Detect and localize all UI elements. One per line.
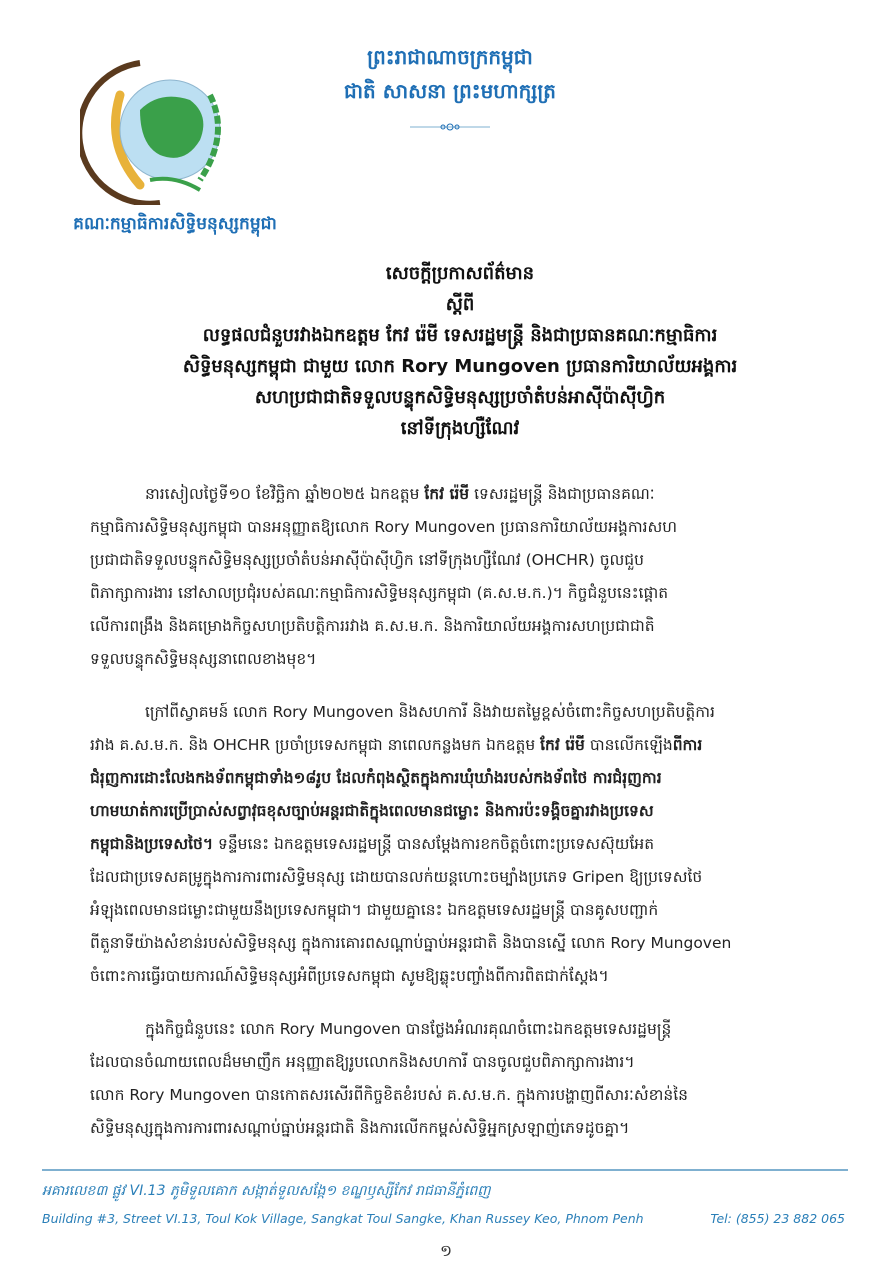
kingdom-motto (300, 40, 600, 108)
document-title (90, 258, 830, 444)
text-segment: ដែលបានចំណាយពេលដ៏មមាញឹក អនុញ្ញាតឱ្យរូបលោកនិងសហការី បានចូលជួបពិភាក្សាការងារ។ (90, 1053, 635, 1071)
text-segment: ទទួលបន្ទុកសិទ្ធិមនុស្សនាពេលខាងមុខ។ (90, 650, 317, 668)
bold-text: ជំរុញការដោះលែងកងទ័ពកម្ពុជាទាំង១៨រូប ដែលកំពុងស្ថិតក្នុងការឃុំឃាំងរបស់កងទ័ពថៃ ការជំរុញការ (90, 769, 662, 787)
text-segment: កម្មាធិការសិទ្ធិមនុស្សកម្ពុជា បានអនុញ្ញាតឱ្យលោក Rory Mungoven ប្រធានការិយាល័យអង្គការសហ (90, 518, 678, 536)
bold-text: កម្ពុជានិងប្រទេសថៃ។ (90, 835, 214, 853)
title-line: សហប្រជាជាតិទទួលបន្ទុកសិទ្ធិមនុស្សប្រចាំតំបន់អាស៊ីប៉ាស៊ីហ្វិក (254, 387, 666, 408)
text-segment: ក្នុងកិច្ចជំនួបនេះ លោក Rory Mungoven បានថ្លែងអំណរគុណចំពោះឯកឧត្តមទេសរដ្ឋមន្ត្រី (145, 1020, 672, 1038)
paragraph-line (90, 927, 846, 960)
text-segment: លើការពង្រឹង និងគម្រោងកិច្ចសហប្រតិបត្តិការរវាង គ.ស.ម.ក. និងការិយាល័យអង្គការសហប្រជាជាតិ (90, 617, 655, 635)
text-segment: ពីតួនាទីយ៉ាងសំខាន់របស់សិទ្ធិមនុស្ស ក្នុងការគោរពសណ្តាប់ធ្នាប់អន្តរជាតិ និងបានស្នើ លោក Rory Mungoven (90, 934, 732, 952)
paragraph-line (90, 729, 846, 762)
paragraph-line (90, 894, 846, 927)
bold-text: កែវ រ៉េមី (424, 485, 470, 503)
organization-logo (80, 55, 250, 205)
text-segment: ក្រៅពីស្វាគមន៍ លោក Rory Mungoven និងសហការី និងវាយតម្លៃខ្ពស់ចំពោះកិច្ចសហប្រតិបត្តិការ (145, 703, 715, 721)
paragraph-line (90, 544, 846, 577)
kingdom-line-1: ព្រះរាជាណាចក្រកម្ពុជា (367, 45, 533, 69)
bold-text: កែវ រ៉េមី (540, 736, 585, 754)
footer-address-english: Building #3, Street VI.13, Toul Kok Village, Sangkat Toul Sangke, Khan Russey Keo, Phnom Penh (42, 1211, 644, 1226)
paragraph-line (90, 1079, 846, 1112)
paragraph-line (90, 762, 846, 795)
paragraph-line (90, 511, 846, 544)
footer-telephone: Tel: (855) 23 882 065 (710, 1211, 845, 1226)
paragraph-line (90, 1046, 846, 1079)
text-segment: លោក Rory Mungoven បានកោតសរសើរពីកិច្ចខិតខំរបស់ គ.ស.ម.ក. ក្នុងការបង្ហាញពីសារៈសំខាន់នៃ (90, 1086, 688, 1104)
text-segment: បានលើកឡើង (584, 736, 673, 754)
text-segment: រវាង គ.ស.ម.ក. និង OHCHR ប្រចាំប្រទេសកម្ពុជា នាពេលកន្លងមក ឯកឧត្តម (90, 736, 541, 754)
title-line: នៅទីក្រុងហ្សឺណែវ (400, 418, 520, 439)
paragraph-3 (90, 1013, 846, 1145)
paragraph-line (90, 643, 846, 676)
footer-address-khmer: អគារលេខ៣ ផ្លូវ VI.13 ភូមិទួលគោក សង្កាត់ទួលសង្កែ១ ខណ្ឌឫស្សីកែវ រាជធានីភ្នំពេញ (42, 1183, 491, 1199)
organization-name: គណៈកម្មាធិការសិទ្ធិមនុស្សកម្ពុជា (73, 214, 277, 234)
paragraph-line (90, 1013, 846, 1046)
text-segment: ចំពោះការធ្វើរបាយការណ៍សិទ្ធិមនុស្សអំពីប្រទេសកម្ពុជា សូមឱ្យឆ្លុះបញ្ចាំងពីការពិតជាក់ស្តែង។ (90, 967, 609, 985)
text-segment: សិទ្ធិមនុស្សក្នុងការការពារសណ្តាប់ធ្នាប់អន្តរជាតិ និងការលើកកម្ពស់សិទ្ធិអ្នកស្រឡាញ់ភេទដូចគ្នា។ (90, 1119, 630, 1137)
paragraph-line (90, 696, 846, 729)
paragraph-line (90, 861, 846, 894)
kingdom-line-2: ជាតិ សាសនា ព្រះមហាក្សត្រ (344, 79, 556, 103)
paragraph-2 (90, 696, 846, 993)
title-line: សេចក្តីប្រកាសព័ត៌មាន (385, 263, 535, 284)
ornament-divider (410, 123, 490, 131)
footer-divider (42, 1169, 848, 1171)
paragraph-line (90, 478, 846, 511)
title-line: សិទ្ធិមនុស្សកម្ពុជា ជាមួយ លោក Rory Mungoven ប្រធានការិយាល័យអង្គការ (182, 356, 738, 377)
title-line: ស្តីពី (445, 294, 475, 315)
text-segment: ដែលជាប្រទេសគម្រូក្នុងការការពារសិទ្ធិមនុស្ស ដោយបានលក់យន្តហោះចម្បាំងប្រភេទ Gripen ឱ្យប្រទេសថៃ (90, 868, 703, 886)
bold-text: ហាមឃាត់ការប្រើប្រាស់សព្វាវុធខុសច្បាប់អន្តរជាតិក្នុងពេលមានជម្លោះ និងការប៉ះទង្គិចគ្នារវាងប្រទេស (90, 802, 654, 820)
text-segment: នារសៀលថ្ងៃទី១០ ខែវិច្ឆិកា ឆ្នាំ២០២៥ ឯកឧត្តម (145, 485, 425, 503)
paragraph-line (90, 610, 846, 643)
paragraph-line (90, 960, 846, 993)
paragraph-line (90, 577, 846, 610)
title-line: លទ្ធផលជំនួបរវាងឯកឧត្តម កែវ រ៉េមី ទេសរដ្ឋមន្ត្រី និងជាប្រធានគណៈកម្មាធិការ (202, 325, 718, 346)
paragraph-line (90, 828, 846, 861)
text-segment: អំឡុងពេលមានជម្លោះជាមួយនឹងប្រទេសកម្ពុជា។ ជាមួយគ្នានេះ ឯកឧត្តមទេសរដ្ឋមន្ត្រី បានគូសបញ្ជាក់ (90, 901, 659, 919)
page-number: ១ (439, 1241, 453, 1260)
text-segment: ទេសរដ្ឋមន្ត្រី និងជាប្រធានគណៈ (469, 485, 655, 503)
paragraph-line (90, 795, 846, 828)
paragraph-line (90, 1112, 846, 1145)
text-segment: ទន្ទឹមនេះ ឯកឧត្តមទេសរដ្ឋមន្ត្រី បានសម្តែងការខកចិត្តចំពោះប្រទេសស៊ុយអែត (213, 835, 655, 853)
bold-text: ពីការ (672, 736, 703, 754)
text-segment: ប្រជាជាតិទទួលបន្ទុកសិទ្ធិមនុស្សប្រចាំតំបន់អាស៊ីប៉ាស៊ីហ្វិក នៅទីក្រុងហ្សឺណែវ (OHCHR) ចូលជួប (90, 551, 644, 569)
text-segment: ពិភាក្សាការងារ នៅសាលប្រជុំរបស់គណៈកម្មាធិការសិទ្ធិមនុស្សកម្ពុជា (គ.ស.ម.ក.)។ កិច្ចជំនួបនេះផ្តោត (90, 584, 669, 602)
paragraph-1 (90, 478, 846, 676)
